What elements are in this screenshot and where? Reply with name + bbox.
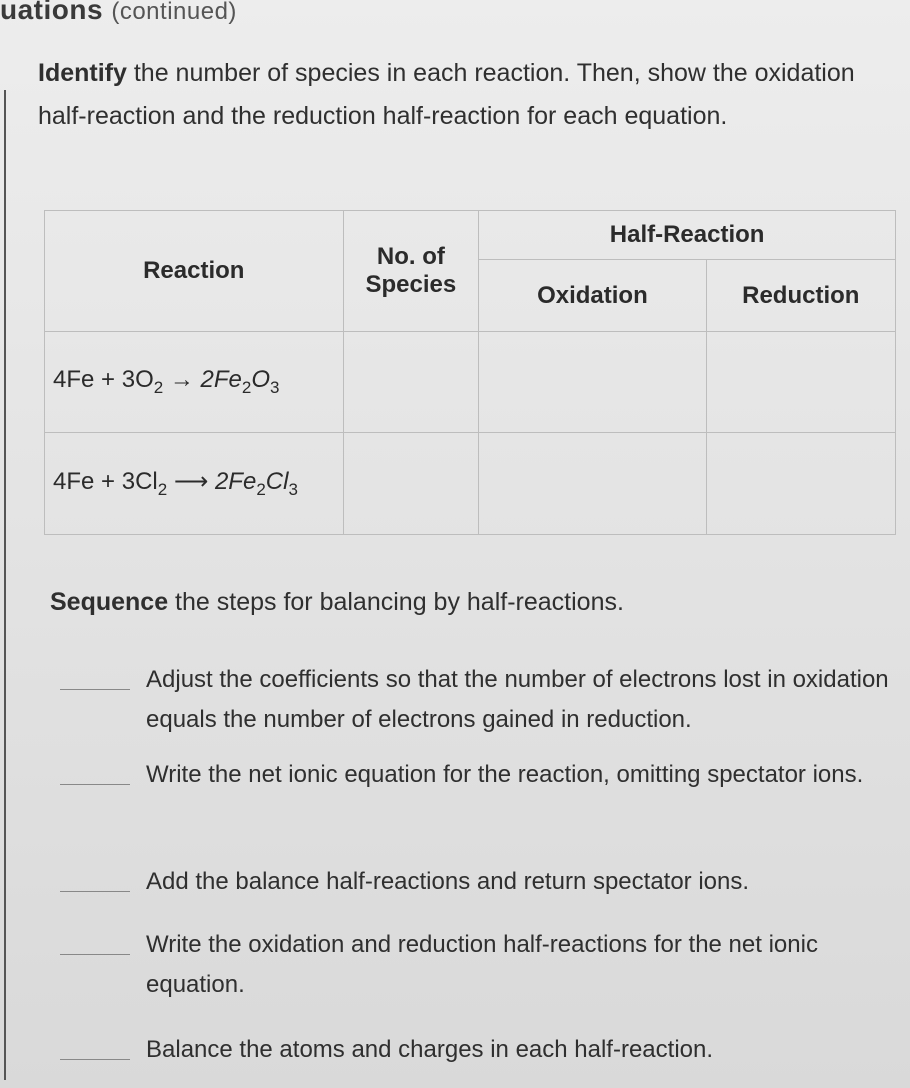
sequence-text: the steps for balancing by half-reactions. xyxy=(168,588,624,616)
answer-blank[interactable] xyxy=(60,954,130,955)
answer-blank[interactable] xyxy=(60,784,130,785)
instruction-lead: Identify xyxy=(38,59,127,87)
plus-sign: + xyxy=(101,468,116,496)
product: 2Fe xyxy=(200,366,242,394)
step-text: Adjust the coefficients so that the number of electrons lost in oxidation equals the number of electrons gained in reduction. xyxy=(146,666,889,733)
oxidation-answer-cell[interactable] xyxy=(479,331,706,433)
step-text: Write the oxidation and reduction half-reactions for the net ionic equation. xyxy=(146,931,818,998)
plus-sign: + xyxy=(101,366,116,394)
answer-blank[interactable] xyxy=(60,1059,130,1060)
step-text: Add the balance half-reactions and return spectator ions. xyxy=(146,868,750,895)
subscript: 2 xyxy=(153,377,164,397)
header-reaction: Reaction xyxy=(45,211,344,332)
product-element: Cl xyxy=(265,468,289,496)
header-species: No. of Species xyxy=(343,211,479,332)
species-answer-cell[interactable] xyxy=(343,433,479,535)
sequence-lead: Sequence xyxy=(50,588,169,616)
reaction-arrow: → xyxy=(169,366,194,394)
subscript: 2 xyxy=(241,377,252,397)
subscript: 2 xyxy=(256,480,266,500)
instruction-paragraph xyxy=(38,52,868,138)
reaction-equation xyxy=(45,331,344,433)
step-text: Balance the atoms and charges in each half-reaction. xyxy=(146,1036,714,1063)
reactant-1: 4Fe xyxy=(53,366,95,394)
reaction-equation xyxy=(45,433,344,535)
reduction-answer-cell[interactable] xyxy=(706,433,895,535)
oxidation-answer-cell[interactable] xyxy=(479,433,706,535)
header-reduction: Reduction xyxy=(706,260,895,331)
answer-blank[interactable] xyxy=(60,891,130,892)
product: 2Fe xyxy=(214,468,257,496)
chapter-header xyxy=(0,0,237,26)
margin-rule xyxy=(4,90,6,1080)
chapter-title: uations xyxy=(0,0,104,25)
reactant-2: 3Cl xyxy=(121,468,158,496)
subscript: 3 xyxy=(270,377,280,397)
reactant-1: 4Fe xyxy=(53,468,95,496)
instruction-text: the number of species in each reaction. Then, show the oxidation half-reaction and the reduction half-reaction for each equation. xyxy=(38,59,855,130)
table-row xyxy=(45,433,896,535)
chapter-suffix: (continued) xyxy=(111,0,237,25)
sequence-instruction xyxy=(50,588,624,617)
reactant-2: 3O xyxy=(121,366,154,394)
header-half-reaction: Half-Reaction xyxy=(479,211,896,260)
half-reaction-table xyxy=(44,210,896,535)
table-row xyxy=(45,331,896,433)
species-answer-cell[interactable] xyxy=(343,331,479,433)
subscript: 2 xyxy=(157,480,168,500)
reduction-answer-cell[interactable] xyxy=(706,331,895,433)
reaction-arrow: ⟶ xyxy=(173,468,209,496)
product-element: O xyxy=(251,366,271,394)
subscript: 3 xyxy=(288,480,298,500)
step-text: Write the net ionic equation for the reaction, omitting spectator ions. xyxy=(146,761,864,788)
answer-blank[interactable] xyxy=(60,689,130,690)
header-oxidation: Oxidation xyxy=(479,260,706,331)
